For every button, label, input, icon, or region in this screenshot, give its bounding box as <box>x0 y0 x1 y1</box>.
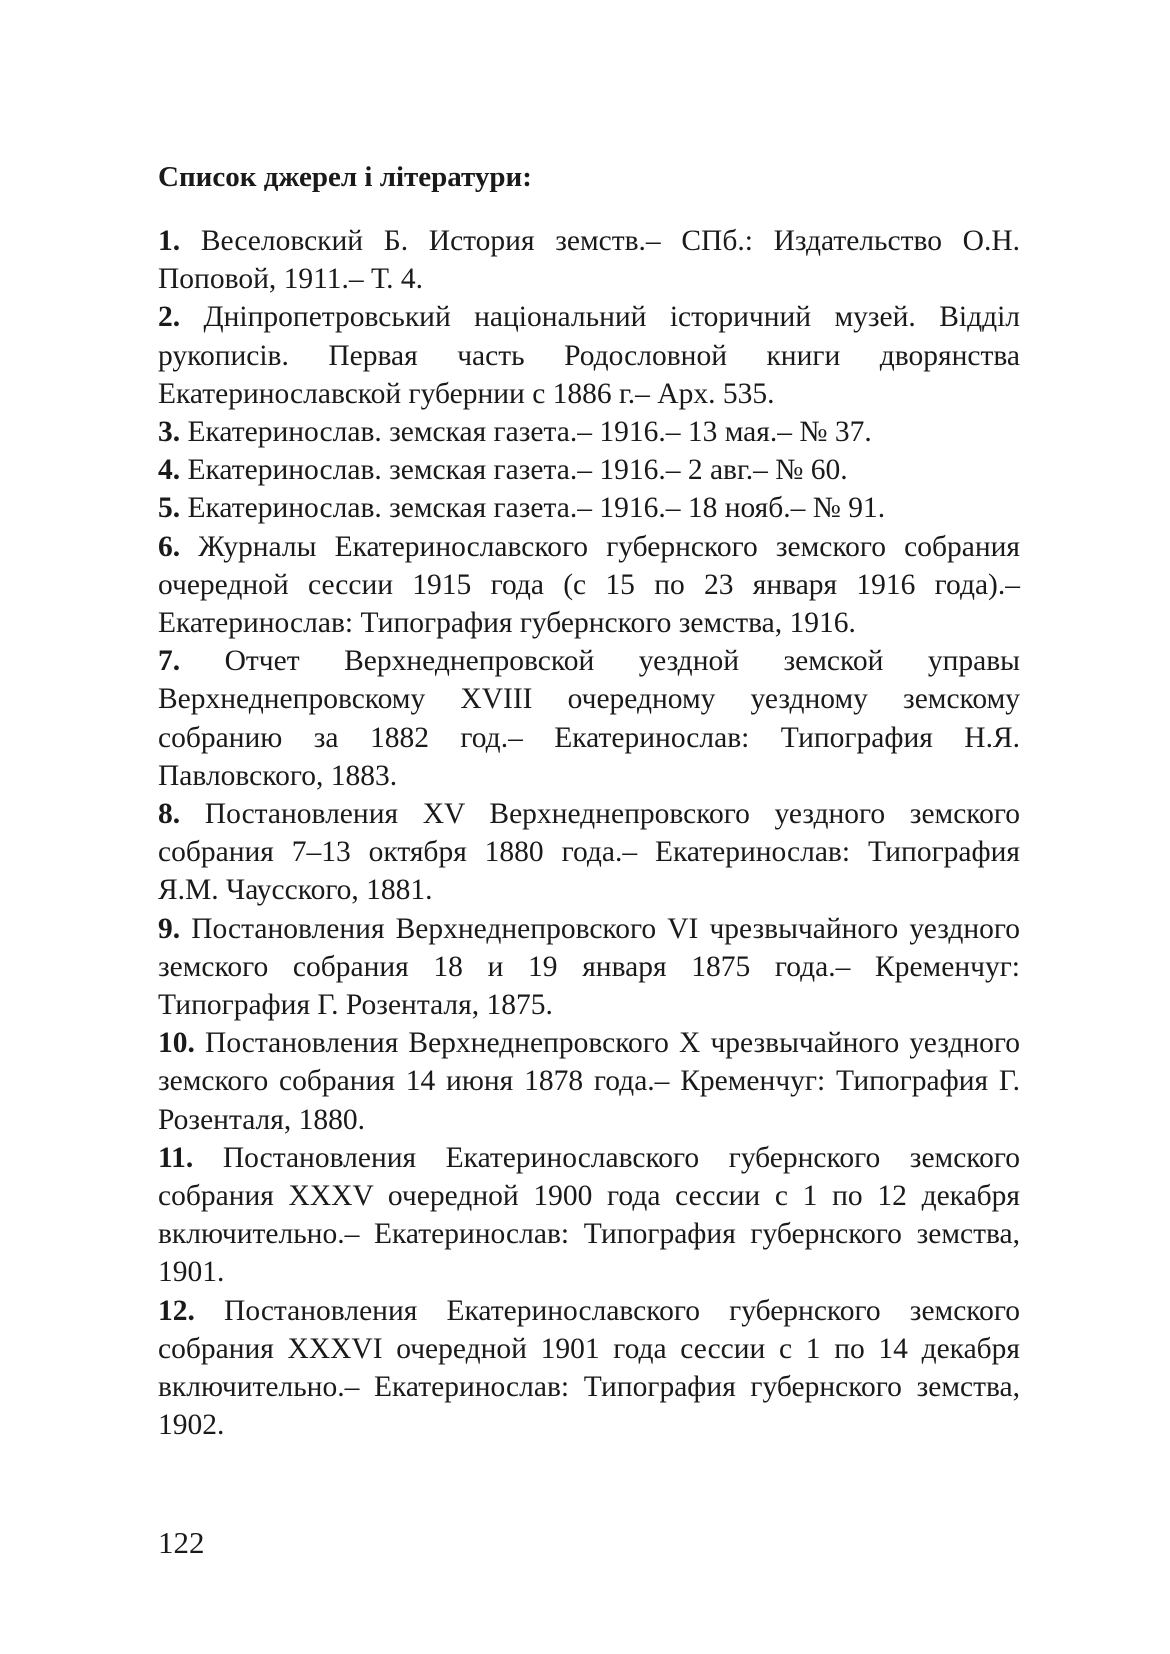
page-number: 122 <box>158 1525 205 1560</box>
reference-item <box>158 528 1020 643</box>
reference-text: Дніпропетровський національний історичний музей. Відділ рукописів. Первая часть Родословной книги дворянства Екатеринославской губернии с 1886 г.– Арх. 535. <box>158 301 1021 410</box>
reference-number: 11. <box>158 1141 194 1174</box>
reference-item <box>158 1292 1020 1445</box>
reference-number: 4. <box>158 454 181 487</box>
reference-item <box>158 413 1020 451</box>
reference-item <box>158 642 1020 795</box>
reference-list <box>158 222 1020 1445</box>
reference-item <box>158 910 1020 1025</box>
reference-text: Журналы Екатеринославского губернского земского собрания очередной сессии 1915 года (с 15 по 23 января 1916 года).– Екатеринослав: Типография губернского земства, 1916. <box>158 530 1021 640</box>
section-heading: Список джерел і літератури: <box>158 161 532 193</box>
reference-number: 10. <box>158 1027 195 1060</box>
reference-number: 9. <box>158 912 181 945</box>
reference-text: Веселовский Б. История земств.– СПб.: Издательство О.Н. Поповой, 1911.– Т. 4. <box>158 225 1021 296</box>
reference-text: Отчет Верхнеднепровской уездной земской управы Верхнеднепровскому XVIII очередному уездному земскому собранию за 1882 год.– Екатеринослав: Типография Н.Я. Павловского, 1883. <box>158 645 1020 792</box>
reference-item <box>158 222 1020 298</box>
reference-text: Постановления XV Верхнеднепровского уездного земского собрания 7–13 октября 1880 года.– Екатеринослав: Типография Я.М. Чаусского, 1881. <box>158 798 1020 907</box>
reference-number: 8. <box>158 798 181 831</box>
reference-text: Постановления Верхнеднепровского VI чрезвычайного уездного земского собрания 18 и 19 января 1875 года.– Кременчуг: Типография Г. Розенталя, 1875. <box>158 912 1020 1022</box>
reference-item <box>158 489 1020 527</box>
reference-text: Постановления Верхнеднепровского X чрезвычайного уездного земского собрания 14 июня 1878 года.– Кременчуг: Типография Г. Розенталя, 1880. <box>158 1027 1021 1136</box>
reference-number: 6. <box>158 530 181 563</box>
reference-text: Екатеринослав. земская газета.– 1916.– 13 мая.– № 37. <box>187 416 872 449</box>
reference-number: 1. <box>158 225 181 257</box>
reference-item <box>158 451 1020 489</box>
reference-text: Екатеринослав. земская газета.– 1916.– 18 нояб.– № 91. <box>187 492 886 525</box>
reference-number: 7. <box>158 645 181 678</box>
reference-item <box>158 1024 1020 1139</box>
reference-item <box>158 1139 1020 1292</box>
reference-item <box>158 298 1020 413</box>
reference-item <box>158 795 1020 910</box>
reference-number: 3. <box>158 416 181 449</box>
reference-text: Екатеринослав. земская газета.– 1916.– 2 авг.– № 60. <box>187 454 848 487</box>
reference-number: 12. <box>158 1294 195 1327</box>
reference-number: 5. <box>158 492 181 525</box>
reference-text: Постановления Екатеринославского губернского земского собрания XXXV очередной 1900 года сессии с 1 по 12 декабря включительно.– Екатеринослав: Типография губернского земства, 1901. <box>158 1141 1020 1289</box>
reference-text: Постановления Екатеринославского губернского земского собрания XXXVI очередной 1901 года сессии с 1 по 14 декабря включительно.– Екатеринослав: Типография губернского земства, 1902. <box>158 1294 1020 1442</box>
reference-number: 2. <box>158 301 181 334</box>
